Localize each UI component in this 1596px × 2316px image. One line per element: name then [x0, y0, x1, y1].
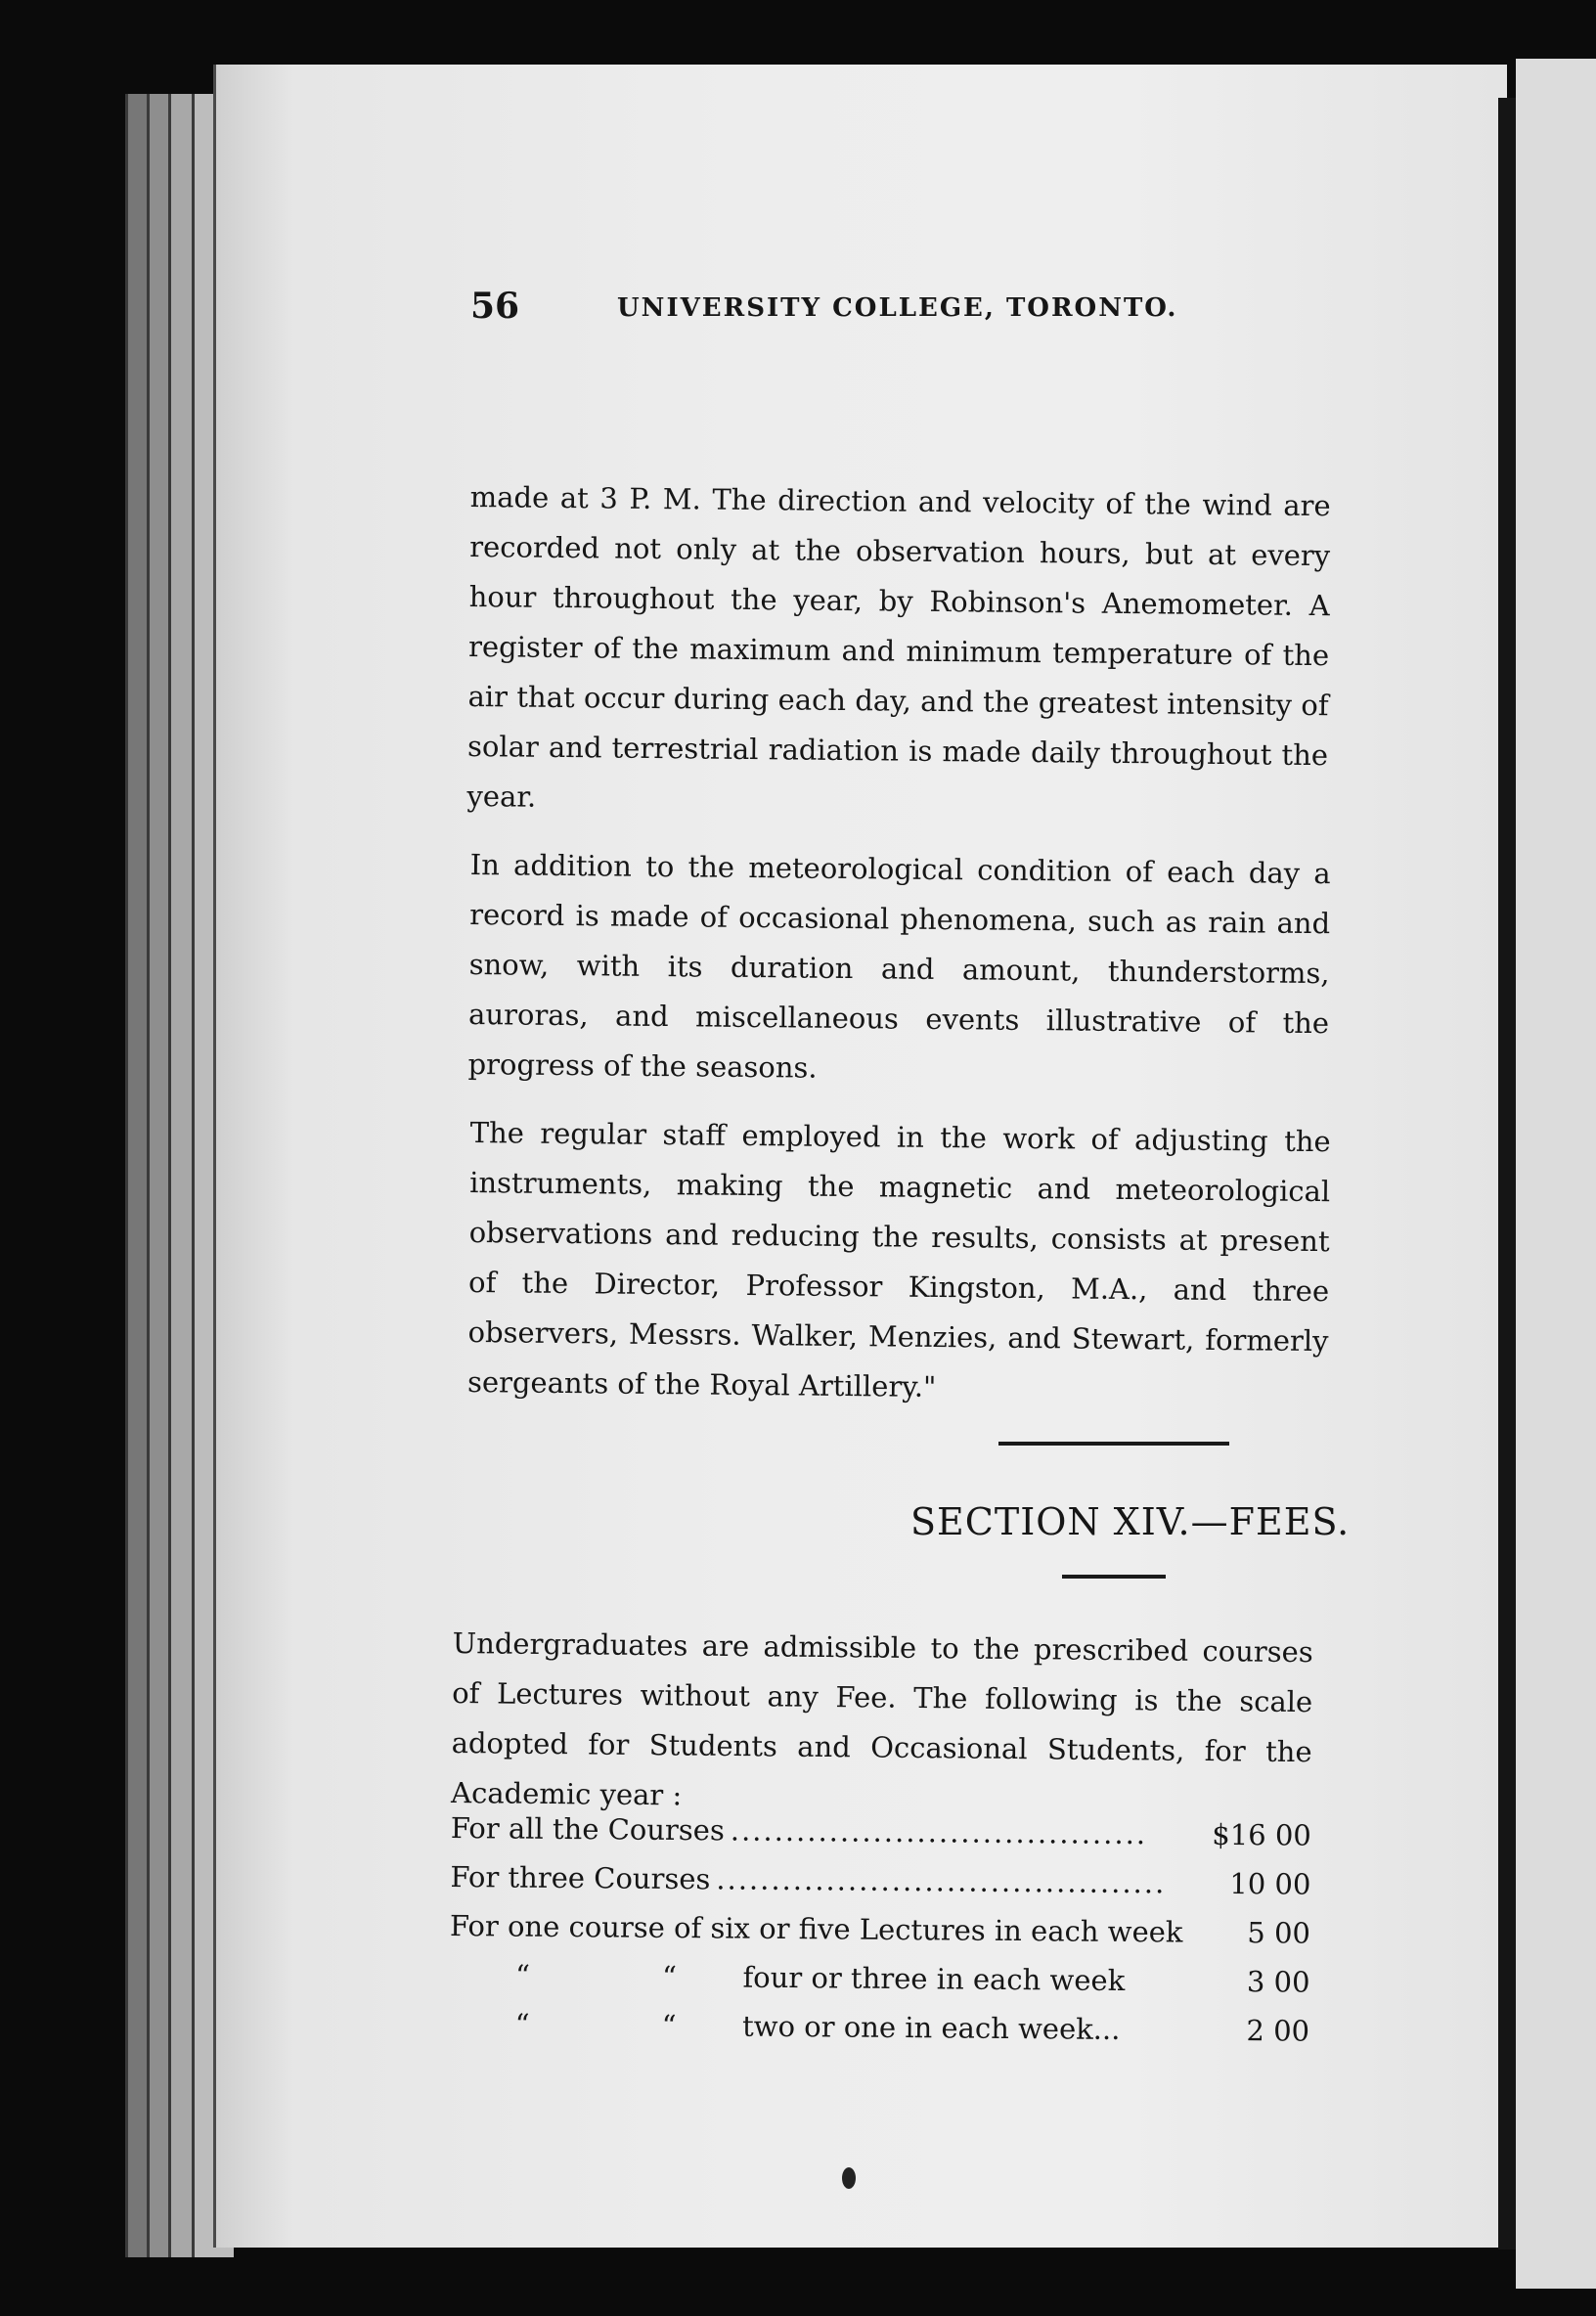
- section-divider-rule: [998, 1442, 1229, 1446]
- fee-row: [449, 2007, 1309, 2064]
- running-head: [470, 286, 1507, 344]
- leader-dots: ......................................: [730, 1813, 1148, 1851]
- running-title: UNIVERSITY COLLEGE, TORONTO.: [617, 293, 1178, 323]
- fee-amount: $16 00: [1212, 1817, 1311, 1852]
- fee-amount: 2 00: [1246, 2014, 1310, 2048]
- fee-row: [450, 1909, 1310, 1966]
- fee-label: For three Courses: [450, 1859, 711, 1896]
- ditto-mark: “: [514, 1958, 531, 1992]
- fee-row: [450, 1860, 1310, 1917]
- fee-amount: 5 00: [1247, 1916, 1311, 1950]
- ditto-mark: “: [661, 1959, 678, 1994]
- fee-row: [449, 1958, 1309, 2015]
- ink-blot: [842, 2167, 856, 2189]
- ditto-mark: “: [514, 2007, 530, 2041]
- paragraph-occasional-phenomena: In addition to the meteorological condition of each day a record is made of occasional phenomena, such as rain and snow, with its duration and amount, thunderstorms, auroras, and miscellaneous events illustrative of the progress of the seasons.: [467, 847, 1331, 1085]
- leader-dots: .........................................: [716, 1862, 1167, 1900]
- fee-amount: 10 00: [1229, 1866, 1311, 1901]
- page-number: 56: [470, 286, 520, 327]
- heading-underline-rule: [1062, 1575, 1166, 1579]
- paragraph-regular-staff: The regular staff employed in the work of adjusting the instruments, making the magnetic and meteorological observations and reducing the results, consists at present of the Director, Professor Kingston, M.A., and three observers, Messrs. Walker, Menzies, and Stewart, formerly sergeants of the Royal Artillery.": [466, 1115, 1331, 1404]
- fee-label: two or one in each week...: [741, 2009, 1121, 2046]
- fee-table: [449, 1811, 1311, 2064]
- fee-label: For one course of six or five Lectures in each week: [449, 1908, 1183, 1949]
- book-page: [213, 65, 1507, 2248]
- facing-page-edge: [1516, 59, 1596, 2289]
- ditto-mark: “: [661, 2008, 677, 2043]
- fee-label: four or three in each week: [742, 1960, 1126, 1998]
- paragraph-observation-hours: made at 3 P. M. The direction and velocity of the wind are recorded not only at the observation hours, but at every hour throughout the year, by Robinson's Anemometer. A register of the maximum and minimum temperature of the air that occur during each day, and the greatest intensity of solar and terrestrial radiation is made daily throughout the year.: [466, 479, 1331, 814]
- page-gutter-shadow: [1498, 98, 1516, 2249]
- fee-amount: 3 00: [1246, 1965, 1310, 1999]
- leader-dots: [1126, 2039, 1196, 2040]
- leader-dots: [1130, 1990, 1196, 1991]
- section-heading: SECTION XIV.—FEES.: [910, 1500, 1351, 1543]
- fee-label: For all the Courses: [450, 1811, 725, 1848]
- fee-row: [451, 1811, 1311, 1868]
- paragraph-fees-intro: Undergraduates are admissible to the prescribed courses of Lectures without any Fee. The following is the scale adopted for Students and Occasional Students, for the Academic year :: [450, 1626, 1313, 1812]
